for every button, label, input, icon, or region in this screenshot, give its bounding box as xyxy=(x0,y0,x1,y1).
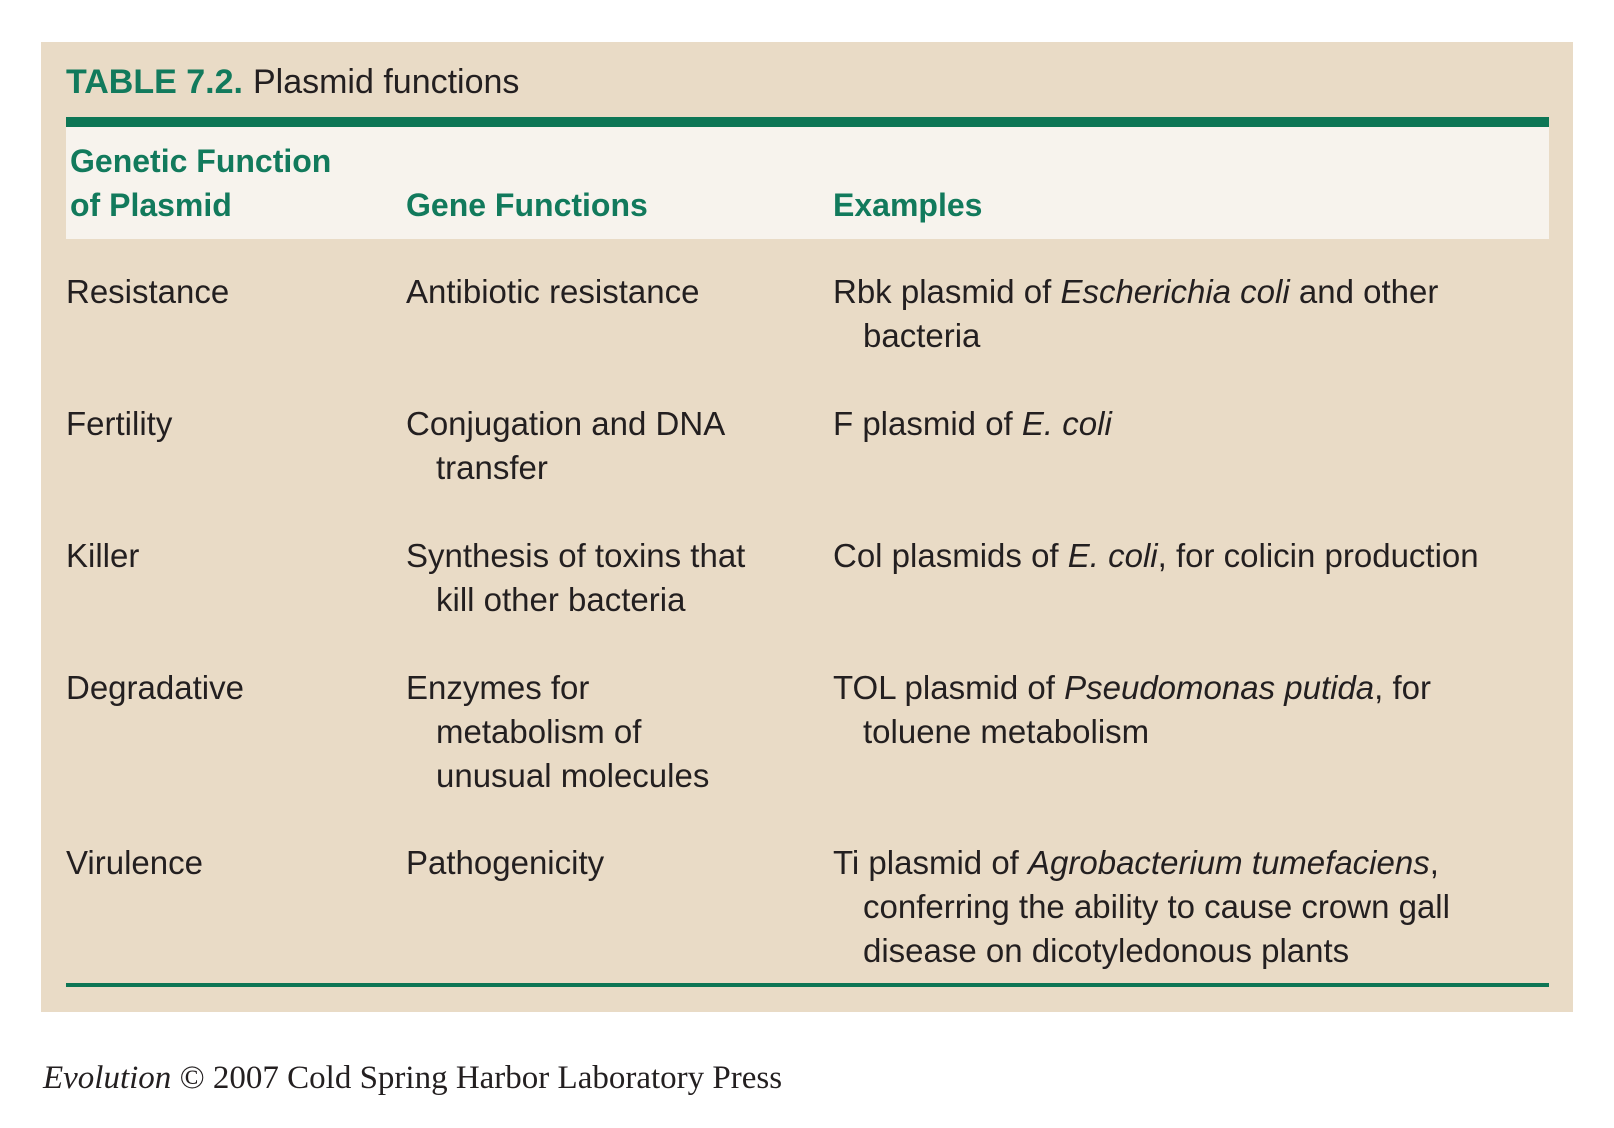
species-name: Agrobacterium tumefaciens xyxy=(1028,844,1430,881)
table-number: TABLE 7.2. xyxy=(66,63,243,101)
species-name: Pseudomonas putida xyxy=(1064,669,1375,706)
table-row-example: Col plasmids of E. coli, for colicin production xyxy=(833,537,1479,574)
table-row-function: Resistance xyxy=(66,273,230,310)
table-row-gene-functions: Enzymes for metabolism of unusual molecules xyxy=(406,669,710,794)
species-name: Escherichia coli xyxy=(1060,273,1290,310)
species-name: E. coli xyxy=(1021,405,1112,442)
header-top-rule xyxy=(66,117,1549,127)
table-row-example: Ti plasmid of Agrobacterium tumefaciens, conferring the ability to cause crown gall disease on dicotyledonous plants xyxy=(833,844,1450,969)
copyright-footer xyxy=(43,1056,782,1100)
table-row-function: Fertility xyxy=(66,405,173,442)
table-row-function: Degradative xyxy=(66,669,244,706)
table-row-example: TOL plasmid of Pseudomonas putida, for toluene metabolism xyxy=(833,669,1432,750)
column-header-genetic-function: Genetic Function of Plasmid xyxy=(70,143,332,223)
table-row-gene-functions: Conjugation and DNA transfer xyxy=(406,405,726,486)
column-header-gene-functions: Gene Functions xyxy=(406,187,648,223)
table-bottom-rule xyxy=(66,983,1549,987)
table-row-gene-functions: Synthesis of toxins that kill other bacteria xyxy=(406,537,746,618)
table-row-example: Rbk plasmid of Escherichia coli and other bacteria xyxy=(833,273,1439,354)
column-header-examples: Examples xyxy=(833,187,983,223)
table-row-example: F plasmid of E. coli xyxy=(833,405,1112,442)
species-name: E. coli xyxy=(1067,537,1158,574)
table-row-function: Killer xyxy=(66,537,140,574)
table-row-gene-functions: Antibiotic resistance xyxy=(406,273,700,310)
table-row-function: Virulence xyxy=(66,844,203,881)
table-caption xyxy=(66,60,519,104)
copyright-text: © 2007 Cold Spring Harbor Laboratory Press xyxy=(171,1060,783,1096)
table-title: Plasmid functions xyxy=(252,63,520,101)
book-title: Evolution xyxy=(43,1060,172,1096)
table-row-gene-functions: Pathogenicity xyxy=(406,844,605,881)
